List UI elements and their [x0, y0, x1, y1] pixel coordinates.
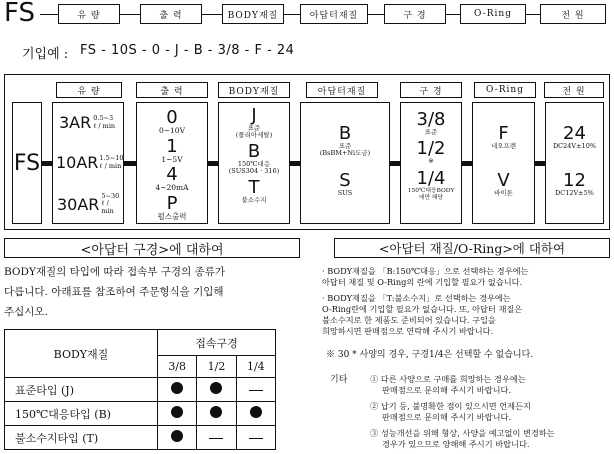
oring-code: V [497, 170, 510, 192]
output-desc: 4~20mA [155, 183, 189, 193]
etc-number: ① [370, 374, 379, 384]
flow-option [59, 113, 115, 132]
header-power: 전 원 [544, 82, 604, 98]
material-section-title: <아답터 재질/O-Ring>에 대하여 [334, 238, 610, 258]
flow-column [52, 102, 124, 224]
bore-code: 1/4 [416, 167, 446, 189]
bore-code: 1/2 [416, 138, 446, 160]
body-desc: 표준 [247, 124, 261, 132]
top-header-body: BODY재질 [222, 4, 284, 24]
etc-text: 경우가 있으므로 양해해 주시기 바랍니다. [382, 439, 530, 449]
flow-unit: ℓ / min [93, 121, 116, 130]
output-desc: 펄스출력 [157, 211, 187, 221]
etc-label: 기타 [330, 375, 348, 385]
flow-code: 3AR [59, 113, 92, 132]
available-dot [250, 406, 262, 418]
header-oring: O-Ring [474, 82, 536, 98]
bore-section-title: <아답터 구경>에 대하여 [4, 238, 300, 258]
etc-item [370, 374, 526, 396]
output-code: P [166, 192, 178, 214]
adapter-desc: 표준 [338, 142, 352, 150]
connector [124, 161, 136, 166]
etc-text: 판매점으로 문의해 주시기 바랍니다. [382, 385, 512, 395]
adapter-code: B [338, 123, 352, 144]
note-line: 불소수지로 한 제품도 준비되어 있습니다. 구입을 [322, 315, 496, 325]
flow-code: 10AR [56, 153, 99, 172]
oring-code: F [498, 123, 509, 144]
bore-table [4, 329, 276, 450]
model-prefix: FS [4, 0, 36, 28]
etc-text: 판매점으로 문의해 주시기 바랍니다. [382, 412, 512, 422]
flow-range: 0.5~3 [93, 114, 114, 123]
unavailable-dash [249, 438, 263, 439]
etc-item [370, 401, 531, 423]
etc-text: 납기 등, 불명확한 점이 있으시면 언제든지 [380, 401, 531, 411]
row-name: 불소수지타입 (T) [5, 426, 158, 450]
available-dot [171, 430, 183, 442]
etc-number: ② [370, 401, 379, 411]
flow-unit: ℓ / min [101, 199, 114, 215]
available-dot [210, 406, 222, 418]
adapter-code: S [339, 169, 351, 191]
body-column [218, 102, 290, 224]
example-label: 기입예 : [22, 47, 69, 62]
power-column [545, 102, 604, 224]
output-code: 4 [166, 164, 178, 186]
remark-line: ※ 30 * 사양의 경우, 구경1/4은 선택할 수 없습니다. [326, 350, 534, 360]
bore-code: 3/8 [416, 109, 446, 130]
body-desc: 불소수지 [241, 195, 267, 204]
adapter-desc2: (BsBM+Ni도금) [319, 149, 371, 158]
body-code: J [251, 105, 257, 126]
top-header-bore: 구 경 [384, 4, 446, 24]
adapter-desc: SUS [337, 188, 353, 197]
header-flow: 유 량 [56, 82, 122, 98]
flow-option [56, 153, 123, 172]
col-header-size: 1/4 [236, 356, 275, 378]
top-header-oring: O-Ring [460, 4, 526, 24]
col-header-group: 접속구경 [158, 330, 276, 356]
body-code: B [247, 140, 261, 162]
top-header-output: 출 력 [140, 4, 202, 24]
top-header-power: 전 원 [540, 4, 606, 24]
bore-column [400, 102, 462, 224]
note-line: O-Ring란에 기입할 필요가 없습니다. 또, 아답터 재질은 [322, 304, 523, 314]
connector [42, 161, 52, 166]
body-desc2: (SUS304 · 316) [228, 167, 280, 176]
header-adapter: 아답터재질 [306, 82, 378, 98]
available-dot [171, 406, 183, 418]
table-row [5, 402, 276, 426]
flow-unit: ℓ / min [99, 161, 122, 170]
col-header-body: BODY재질 [5, 330, 158, 378]
bore-desc: ※ [428, 157, 434, 166]
flow-code: 30AR [57, 194, 100, 214]
bore-paragraph-line: 다릅니다. 아래표를 참조하여 주문형식을 기입해 [4, 286, 224, 298]
top-header-adapter: 아답터재질 [300, 4, 368, 24]
adapter-column [300, 102, 390, 224]
etc-text: 다른 사양으로 구매를 희망하는 경우에는 [380, 374, 526, 384]
table-row [5, 378, 276, 402]
top-header-flow: 유 량 [58, 4, 120, 24]
bore-desc: 150℃대응BODY [407, 187, 455, 194]
connector [390, 161, 400, 166]
available-dot [171, 382, 183, 394]
available-dot [210, 382, 222, 394]
note-line: · BODY재질을 「B:150℃대응」으로 선택하는 경우에는 [322, 266, 529, 276]
connector [462, 161, 472, 166]
flow-option [57, 193, 123, 215]
connector [290, 161, 300, 166]
connector [208, 161, 218, 166]
diagram-prefix: FS [12, 102, 42, 224]
oring-column [472, 102, 535, 224]
row-name: 표준타입 (J) [5, 378, 158, 402]
output-desc: 1~5V [161, 154, 183, 164]
body-desc: 150℃대응 [237, 159, 271, 168]
output-code: 1 [166, 135, 178, 157]
note-line: 아답터 재질 및 O-Ring의 란에 기입할 필요가 없습니다. [322, 277, 523, 287]
power-desc: DC12V±5% [555, 189, 594, 198]
body-desc2: (폴리아세탈) [235, 131, 273, 140]
power-code: 24 [563, 123, 586, 144]
bore-paragraph-line: BODY재질의 타입에 따라 접속부 구경의 종류가 [4, 266, 225, 278]
bore-paragraph-line: 주십시오. [4, 306, 48, 318]
header-output: 출 력 [136, 82, 208, 98]
row-name: 150℃대응타입 (B) [5, 402, 158, 426]
col-header-size: 3/8 [158, 356, 197, 378]
oring-desc: 바이톤 [494, 189, 513, 198]
output-column [136, 102, 208, 224]
etc-number: ③ [370, 428, 379, 438]
table-row [5, 426, 276, 450]
col-header-size: 1/2 [197, 356, 236, 378]
unavailable-dash [249, 390, 263, 391]
etc-item [370, 428, 555, 450]
unavailable-dash [209, 438, 223, 439]
flow-range: 1.5~10 [99, 154, 124, 163]
power-code: 12 [563, 170, 586, 192]
bore-desc2: 에만 해당 [418, 194, 444, 201]
bore-desc: 표준 [424, 128, 438, 136]
connector [535, 161, 545, 166]
header-body: BODY재질 [218, 82, 290, 98]
output-code: 0 [166, 107, 178, 128]
body-code: T [248, 176, 260, 198]
output-desc: 0~10V [158, 126, 185, 135]
power-desc: DC24V±10% [552, 142, 597, 150]
example-code: FS - 10S - 0 - J - B - 3/8 - F - 24 [80, 43, 295, 58]
oring-desc: 네오프렌 [490, 142, 517, 150]
etc-text: 성능개선을 위해 형상, 사양을 예고없이 변경하는 [380, 428, 555, 438]
flow-range: 5~30 [101, 192, 120, 200]
header-bore: 구 경 [400, 82, 462, 98]
note-line: · BODY재질을 「T:불소수지」로 선택하는 경우에는 [322, 293, 511, 303]
note-line: 희망하시면 판매점으로 연락해 주시기 바랍니다. [322, 326, 494, 336]
